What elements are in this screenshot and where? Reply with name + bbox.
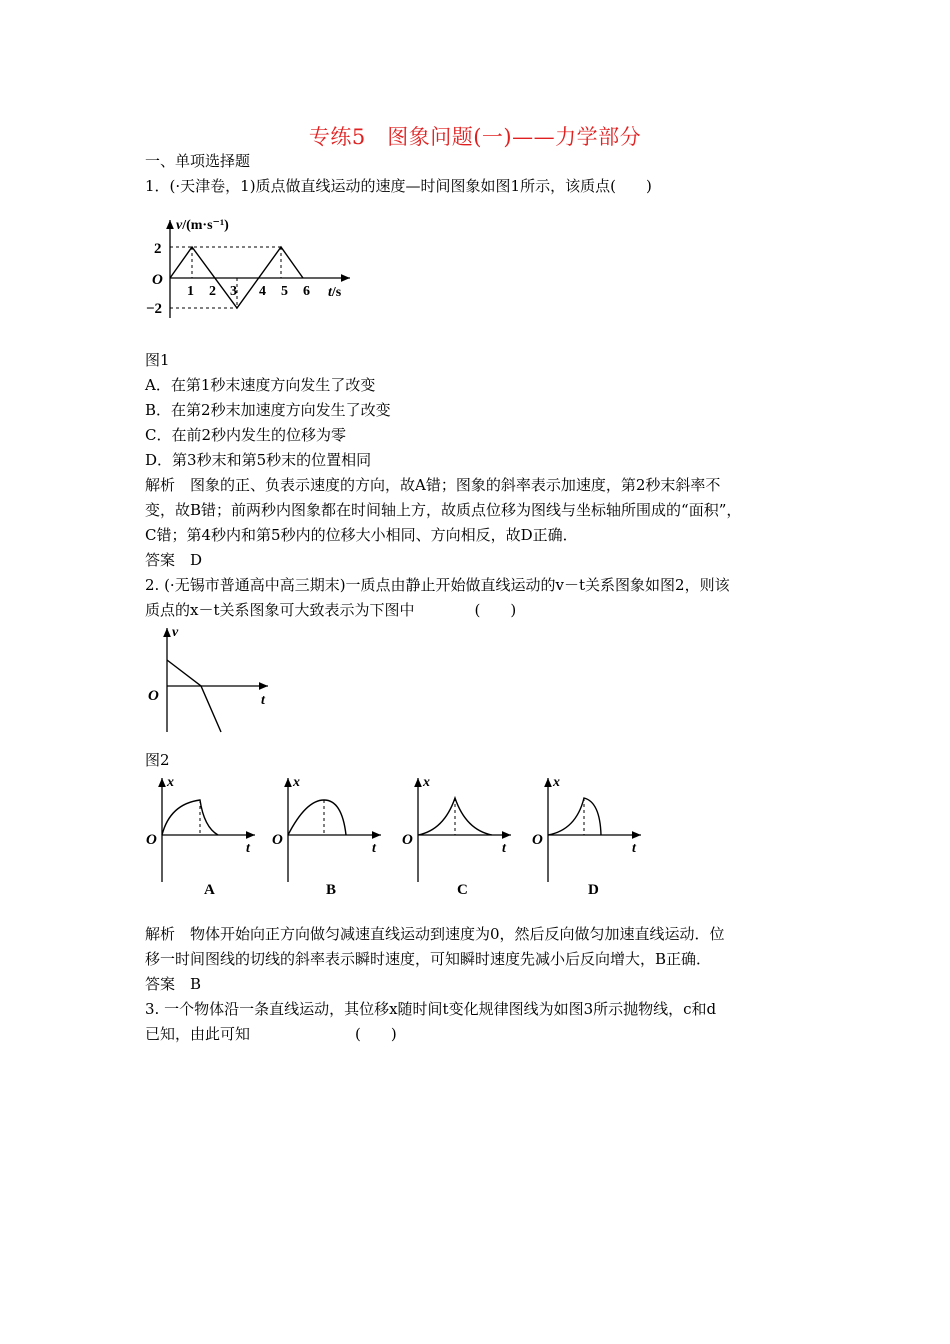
q2-choice-graph-c <box>398 772 528 900</box>
q2-choice-a-origin: O <box>146 832 157 848</box>
q2-choice-d-y-label: x <box>553 775 560 790</box>
q2-stem-line-2: 质点的x－t关系图象可大致表示为下图中 ( ) <box>145 601 517 619</box>
q2-analysis-line-2: 移一时间图线的切线的斜率表示瞬时速度，可知瞬时速度先减小后反向增大，B正确． <box>145 950 712 968</box>
q2-choice-a-label: A <box>204 882 215 898</box>
q1-x-tick-1: 1 <box>187 284 194 299</box>
q2-choice-c-origin: O <box>402 832 413 848</box>
q1-analysis-line-1: 解析 图象的正、负表示速度的方向，故A错；图象的斜率表示加速度，第2秒末斜率不 <box>145 476 721 494</box>
q2-choice-graph-b <box>266 772 396 900</box>
q2-choice-b-label: B <box>326 882 337 898</box>
q1-option-c: C．在前2秒内发生的位移为零 <box>145 426 347 444</box>
q2-velocity-line <box>167 660 221 732</box>
q2-choice-graph-d <box>528 772 658 900</box>
q1-velocity-time-graph <box>140 210 360 330</box>
q1-y-tick-neg2: −2 <box>146 301 163 317</box>
q2-choice-c-x-label: t <box>502 841 506 856</box>
q2-curve-a <box>162 800 218 835</box>
q1-x-tick-3: 3 <box>230 284 237 299</box>
q2-choice-a-x-label: t <box>246 841 250 856</box>
q1-option-b: B．在第2秒末加速度方向发生了改变 <box>145 401 391 419</box>
q2-choice-d-label: D <box>588 882 599 898</box>
q1-y-axis-label: v/(m·s⁻¹) <box>176 218 229 233</box>
page-title: 专练5 图象问题(一)——力学部分 <box>308 125 642 149</box>
q2-choice-b-x-label: t <box>372 841 376 856</box>
q3-stem-line-2: 已知，由此可知 ( ) <box>145 1025 397 1043</box>
q1-x-tick-6: 6 <box>303 284 310 299</box>
q2-x-axis-label: t <box>261 693 265 708</box>
q1-option-d: D．第3秒末和第5秒末的位置相同 <box>145 451 372 469</box>
q1-answer: 答案 D <box>145 551 203 569</box>
q2-stem-line-1: 2. (·无锡市普通高中高三期末)一质点由静止开始做直线运动的v－t关系图象如图2，则该 <box>145 576 730 594</box>
q1-y-tick-2: 2 <box>154 241 162 257</box>
q2-choice-c-y-label: x <box>423 775 430 790</box>
q2-choice-c-label: C <box>457 882 468 898</box>
q1-x-tick-5: 5 <box>281 284 288 299</box>
q2-curve-d <box>548 798 601 835</box>
q1-figure-caption: 图1 <box>145 351 170 369</box>
q1-analysis-line-3: C错；第4秒内和第5秒内的位移大小相同、方向相反，故D正确． <box>145 526 578 544</box>
q1-x-axis-label: t/s <box>328 285 342 300</box>
q3-stem-line-1: 3. 一个物体沿一条直线运动，其位移x随时间t变化规律图线为如图3所示抛物线，c和d <box>145 1000 717 1018</box>
q2-y-axis-label: v <box>172 625 179 640</box>
q2-velocity-time-graph <box>140 622 280 737</box>
q1-analysis-line-2: 变，故B错；前两秒内图象都在时间轴上方，故质点位移为图线与坐标轴所围成的“面积”， <box>145 501 742 519</box>
q2-answer: 答案 B <box>145 975 202 993</box>
q1-stem: 1．(·天津卷，1)质点做直线运动的速度—时间图象如图1所示，该质点( ) <box>145 177 652 195</box>
q2-choice-d-origin: O <box>532 832 543 848</box>
q1-x-tick-4: 4 <box>259 284 266 299</box>
q2-figure-caption: 图2 <box>145 751 170 769</box>
q2-origin-label: O <box>148 688 159 704</box>
section-heading: 一、单项选择题 <box>145 152 251 170</box>
q1-x-tick-2: 2 <box>209 284 216 299</box>
q2-choice-graph-a <box>140 772 270 900</box>
q2-choice-a-y-label: x <box>167 775 174 790</box>
q2-curve-b <box>288 800 346 835</box>
q2-choice-b-y-label: x <box>293 775 300 790</box>
q1-option-a: A．在第1秒末速度方向发生了改变 <box>145 376 376 394</box>
q2-analysis-line-1: 解析 物体开始向正方向做匀减速直线运动到速度为0，然后反向做匀加速直线运动．位 <box>145 925 725 943</box>
q2-choice-b-origin: O <box>272 832 283 848</box>
q2-choice-d-x-label: t <box>632 841 636 856</box>
q1-origin-label: O <box>152 272 163 288</box>
